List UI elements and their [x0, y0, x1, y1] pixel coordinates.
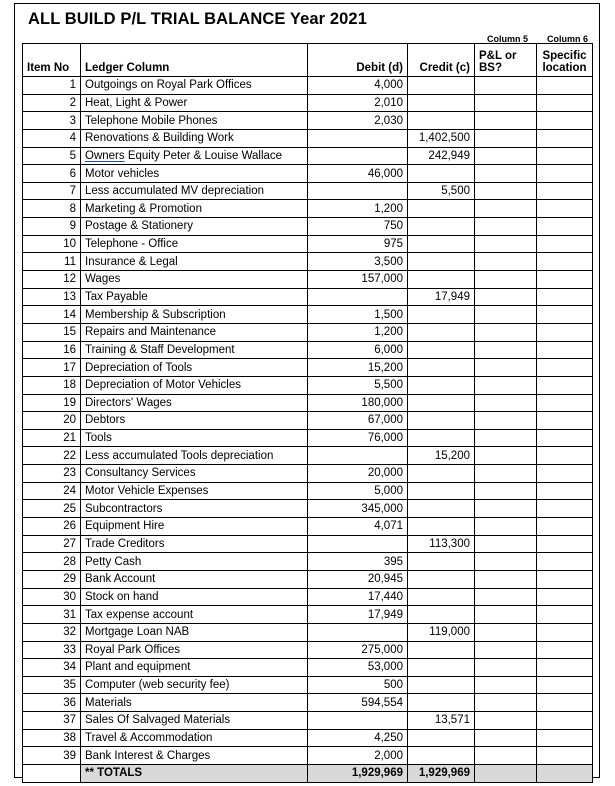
table-row: [23, 341, 593, 359]
pl-or-bs-cell: [475, 447, 537, 465]
ledger-name: Marketing & Promotion: [81, 200, 308, 218]
table-row: [23, 553, 593, 571]
item-number: 21: [23, 429, 81, 447]
location-cell: [537, 447, 593, 465]
table-row: [23, 288, 593, 306]
credit-value: 17,949: [408, 288, 475, 306]
ledger-name: Equipment Hire: [81, 518, 308, 536]
ledger-name: Sales Of Salvaged Materials: [81, 712, 308, 730]
ledger-name: Depreciation of Tools: [81, 359, 308, 377]
credit-value: [408, 747, 475, 765]
credit-value: [408, 323, 475, 341]
item-number: 23: [23, 465, 81, 483]
item-number: 9: [23, 218, 81, 236]
item-number: 11: [23, 253, 81, 271]
item-number: 38: [23, 729, 81, 747]
location-cell: [537, 729, 593, 747]
debit-value: 3,500: [308, 253, 408, 271]
table-row: [23, 200, 593, 218]
item-number: 17: [23, 359, 81, 377]
ledger-name: Directors' Wages: [81, 394, 308, 412]
pl-or-bs-cell: [475, 729, 537, 747]
location-cell: [537, 200, 593, 218]
pl-or-bs-cell: [475, 200, 537, 218]
location-cell: [537, 588, 593, 606]
debit-value: 17,440: [308, 588, 408, 606]
ledger-name: Repairs and Maintenance: [81, 323, 308, 341]
location-cell: [537, 129, 593, 147]
debit-value: 275,000: [308, 641, 408, 659]
debit-value: 6,000: [308, 341, 408, 359]
table-row: [23, 394, 593, 412]
credit-value: [408, 676, 475, 694]
location-cell: [537, 412, 593, 430]
table-row: [23, 147, 593, 165]
item-number: 22: [23, 447, 81, 465]
debit-value: 5,000: [308, 482, 408, 500]
item-number: 30: [23, 588, 81, 606]
debit-value: 76,000: [308, 429, 408, 447]
table-header-row: [23, 44, 593, 77]
totals-location: [537, 764, 593, 782]
location-cell: [537, 676, 593, 694]
ledger-name: Outgoings on Royal Park Offices: [81, 77, 308, 95]
location-cell: [537, 570, 593, 588]
header-pl-bs-line1: P&L or: [479, 50, 517, 62]
location-cell: [537, 218, 593, 236]
trial-balance-table: [22, 43, 593, 783]
ledger-name: Postage & Stationery: [81, 218, 308, 236]
ledger-name: Owners Equity Peter & Louise Wallace: [81, 147, 308, 165]
debit-value: 46,000: [308, 165, 408, 183]
table-row: [23, 570, 593, 588]
table-row: [23, 676, 593, 694]
ledger-name: Tax Payable: [81, 288, 308, 306]
location-cell: [537, 341, 593, 359]
debit-value: 594,554: [308, 694, 408, 712]
location-cell: [537, 77, 593, 95]
credit-value: [408, 200, 475, 218]
column-5-label: Column 5: [487, 34, 529, 44]
location-cell: [537, 359, 593, 377]
location-cell: [537, 641, 593, 659]
debit-value: 2,030: [308, 112, 408, 130]
table-row: [23, 729, 593, 747]
table-row: [23, 447, 593, 465]
pl-or-bs-cell: [475, 306, 537, 324]
table-row: [23, 129, 593, 147]
location-cell: [537, 465, 593, 483]
credit-value: [408, 729, 475, 747]
pl-or-bs-cell: [475, 94, 537, 112]
credit-value: [408, 429, 475, 447]
credit-value: [408, 412, 475, 430]
ledger-name: Trade Creditors: [81, 535, 308, 553]
ledger-name: Less accumulated Tools depreciation: [81, 447, 308, 465]
item-number: 26: [23, 518, 81, 536]
location-cell: [537, 288, 593, 306]
credit-value: 1,402,500: [408, 129, 475, 147]
pl-or-bs-cell: [475, 271, 537, 289]
table-row: [23, 359, 593, 377]
item-number: 35: [23, 676, 81, 694]
credit-value: [408, 359, 475, 377]
header-location: [537, 44, 593, 77]
pl-or-bs-cell: [475, 182, 537, 200]
pl-or-bs-cell: [475, 712, 537, 730]
table-row: [23, 465, 593, 483]
table-row: [23, 218, 593, 236]
item-number: 19: [23, 394, 81, 412]
item-number: 14: [23, 306, 81, 324]
location-cell: [537, 694, 593, 712]
debit-value: 975: [308, 235, 408, 253]
ledger-name: Stock on hand: [81, 588, 308, 606]
item-number: 20: [23, 412, 81, 430]
ledger-name: Royal Park Offices: [81, 641, 308, 659]
pl-or-bs-cell: [475, 553, 537, 571]
location-cell: [537, 182, 593, 200]
debit-value: 20,945: [308, 570, 408, 588]
debit-value: 4,250: [308, 729, 408, 747]
item-number: 2: [23, 94, 81, 112]
credit-value: [408, 570, 475, 588]
ledger-name: Consultancy Services: [81, 465, 308, 483]
totals-label: ** TOTALS: [81, 764, 308, 782]
location-cell: [537, 147, 593, 165]
pl-or-bs-cell: [475, 253, 537, 271]
pl-or-bs-cell: [475, 747, 537, 765]
debit-value: 4,000: [308, 77, 408, 95]
credit-value: [408, 271, 475, 289]
location-cell: [537, 394, 593, 412]
credit-value: [408, 94, 475, 112]
ledger-name: Telephone Mobile Phones: [81, 112, 308, 130]
table-row: [23, 500, 593, 518]
item-number: 28: [23, 553, 81, 571]
item-number: 36: [23, 694, 81, 712]
item-number: 15: [23, 323, 81, 341]
pl-or-bs-cell: [475, 694, 537, 712]
debit-value: 500: [308, 676, 408, 694]
ledger-name: Travel & Accommodation: [81, 729, 308, 747]
header-pl-bs-line2: BS?: [479, 62, 502, 74]
pl-or-bs-cell: [475, 535, 537, 553]
table-row: [23, 712, 593, 730]
credit-value: 13,571: [408, 712, 475, 730]
table-row: [23, 623, 593, 641]
debit-value: 2,000: [308, 747, 408, 765]
location-cell: [537, 747, 593, 765]
pl-or-bs-cell: [475, 465, 537, 483]
item-number: 12: [23, 271, 81, 289]
header-location-line2: location: [542, 62, 587, 74]
table-row: [23, 376, 593, 394]
header-ledger: Ledger Column: [81, 44, 308, 77]
pl-or-bs-cell: [475, 394, 537, 412]
location-cell: [537, 606, 593, 624]
ledger-name: Bank Interest & Charges: [81, 747, 308, 765]
ledger-name: Materials: [81, 694, 308, 712]
debit-value: 395: [308, 553, 408, 571]
table-row: [23, 77, 593, 95]
table-row: [23, 694, 593, 712]
debit-value: [308, 535, 408, 553]
ledger-name: Mortgage Loan NAB: [81, 623, 308, 641]
debit-value: [308, 447, 408, 465]
pl-or-bs-cell: [475, 676, 537, 694]
debit-value: [308, 182, 408, 200]
totals-pl-bs: [475, 764, 537, 782]
location-cell: [537, 553, 593, 571]
table-row: [23, 235, 593, 253]
location-cell: [537, 94, 593, 112]
debit-value: 345,000: [308, 500, 408, 518]
item-number: 29: [23, 570, 81, 588]
pl-or-bs-cell: [475, 147, 537, 165]
ledger-name: Debtors: [81, 412, 308, 430]
credit-value: [408, 465, 475, 483]
item-number: 39: [23, 747, 81, 765]
ledger-name: Tax expense account: [81, 606, 308, 624]
location-cell: [537, 429, 593, 447]
credit-value: [408, 77, 475, 95]
table-row: [23, 306, 593, 324]
item-number: 25: [23, 500, 81, 518]
table-row: [23, 412, 593, 430]
totals-row: [23, 764, 593, 782]
debit-value: 53,000: [308, 659, 408, 677]
credit-value: [408, 500, 475, 518]
item-number: 18: [23, 376, 81, 394]
credit-value: 113,300: [408, 535, 475, 553]
credit-value: [408, 112, 475, 130]
ledger-name: Telephone - Office: [81, 235, 308, 253]
item-number: 16: [23, 341, 81, 359]
item-number: 3: [23, 112, 81, 130]
credit-value: [408, 659, 475, 677]
header-debit: Debit (d): [308, 44, 408, 77]
ledger-name: Less accumulated MV depreciation: [81, 182, 308, 200]
ledger-name: Petty Cash: [81, 553, 308, 571]
pl-or-bs-cell: [475, 641, 537, 659]
debit-value: [308, 288, 408, 306]
location-cell: [537, 712, 593, 730]
ledger-name: Wages: [81, 271, 308, 289]
table-row: [23, 482, 593, 500]
ledger-name: Renovations & Building Work: [81, 129, 308, 147]
pl-or-bs-cell: [475, 112, 537, 130]
header-location-line1: Specific: [542, 50, 587, 62]
location-cell: [537, 112, 593, 130]
ledger-name: Motor Vehicle Expenses: [81, 482, 308, 500]
credit-value: 15,200: [408, 447, 475, 465]
item-number: 8: [23, 200, 81, 218]
debit-value: 4,071: [308, 518, 408, 536]
pl-or-bs-cell: [475, 606, 537, 624]
totals-blank: [23, 764, 81, 782]
pl-or-bs-cell: [475, 376, 537, 394]
debit-value: 15,200: [308, 359, 408, 377]
ledger-name: Insurance & Legal: [81, 253, 308, 271]
item-number: 33: [23, 641, 81, 659]
table-row: [23, 588, 593, 606]
credit-value: [408, 341, 475, 359]
debit-value: [308, 712, 408, 730]
location-cell: [537, 165, 593, 183]
item-number: 24: [23, 482, 81, 500]
pl-or-bs-cell: [475, 218, 537, 236]
ledger-name: Tools: [81, 429, 308, 447]
table-row: [23, 518, 593, 536]
credit-value: [408, 553, 475, 571]
credit-value: [408, 165, 475, 183]
totals-credit: 1,929,969: [408, 764, 475, 782]
pl-or-bs-cell: [475, 323, 537, 341]
pl-or-bs-cell: [475, 429, 537, 447]
column-6-label: Column 6: [547, 34, 589, 44]
ledger-name: Depreciation of Motor Vehicles: [81, 376, 308, 394]
credit-value: [408, 606, 475, 624]
credit-value: [408, 394, 475, 412]
table-row: [23, 747, 593, 765]
credit-value: [408, 253, 475, 271]
credit-value: [408, 588, 475, 606]
table-row: [23, 271, 593, 289]
item-number: 27: [23, 535, 81, 553]
pl-or-bs-cell: [475, 588, 537, 606]
item-number: 37: [23, 712, 81, 730]
ledger-name: Bank Account: [81, 570, 308, 588]
credit-value: 242,949: [408, 147, 475, 165]
pl-or-bs-cell: [475, 288, 537, 306]
location-cell: [537, 253, 593, 271]
credit-value: [408, 376, 475, 394]
location-cell: [537, 271, 593, 289]
pl-or-bs-cell: [475, 129, 537, 147]
item-number: 7: [23, 182, 81, 200]
ledger-name: Training & Staff Development: [81, 341, 308, 359]
table-row: [23, 165, 593, 183]
pl-or-bs-cell: [475, 482, 537, 500]
ledger-name: Computer (web security fee): [81, 676, 308, 694]
credit-value: [408, 306, 475, 324]
location-cell: [537, 235, 593, 253]
credit-value: [408, 694, 475, 712]
debit-value: 2,010: [308, 94, 408, 112]
item-number: 1: [23, 77, 81, 95]
item-number: 5: [23, 147, 81, 165]
debit-value: 1,500: [308, 306, 408, 324]
pl-or-bs-cell: [475, 570, 537, 588]
debit-value: 67,000: [308, 412, 408, 430]
item-number: 13: [23, 288, 81, 306]
table-row: [23, 429, 593, 447]
pl-or-bs-cell: [475, 341, 537, 359]
debit-value: 20,000: [308, 465, 408, 483]
table-row: [23, 112, 593, 130]
location-cell: [537, 482, 593, 500]
credit-value: [408, 482, 475, 500]
pl-or-bs-cell: [475, 659, 537, 677]
location-cell: [537, 500, 593, 518]
debit-value: 180,000: [308, 394, 408, 412]
credit-value: [408, 641, 475, 659]
location-cell: [537, 623, 593, 641]
debit-value: 1,200: [308, 323, 408, 341]
location-cell: [537, 535, 593, 553]
table-row: [23, 323, 593, 341]
pl-or-bs-cell: [475, 500, 537, 518]
item-number: 4: [23, 129, 81, 147]
credit-value: 5,500: [408, 182, 475, 200]
item-number: 34: [23, 659, 81, 677]
owners-underlined-word: Owners: [85, 149, 125, 162]
item-number: 10: [23, 235, 81, 253]
table-row: [23, 94, 593, 112]
debit-value: 5,500: [308, 376, 408, 394]
table-row: [23, 606, 593, 624]
location-cell: [537, 659, 593, 677]
debit-value: 17,949: [308, 606, 408, 624]
pl-or-bs-cell: [475, 359, 537, 377]
pl-or-bs-cell: [475, 235, 537, 253]
ledger-name: Membership & Subscription: [81, 306, 308, 324]
table-row: [23, 641, 593, 659]
page-title: ALL BUILD P/L TRIAL BALANCE Year 2021: [28, 10, 367, 28]
totals-debit: 1,929,969: [308, 764, 408, 782]
location-cell: [537, 306, 593, 324]
pl-or-bs-cell: [475, 412, 537, 430]
item-number: 32: [23, 623, 81, 641]
credit-value: 119,000: [408, 623, 475, 641]
item-number: 6: [23, 165, 81, 183]
ledger-name: Subcontractors: [81, 500, 308, 518]
table-row: [23, 659, 593, 677]
location-cell: [537, 376, 593, 394]
debit-value: 1,200: [308, 200, 408, 218]
debit-value: 750: [308, 218, 408, 236]
header-pl-bs: [475, 44, 537, 77]
debit-value: [308, 623, 408, 641]
table-row: [23, 253, 593, 271]
ledger-name: Motor vehicles: [81, 165, 308, 183]
header-credit: Credit (c): [408, 44, 475, 77]
debit-value: [308, 129, 408, 147]
ledger-name: Plant and equipment: [81, 659, 308, 677]
credit-value: [408, 235, 475, 253]
location-cell: [537, 518, 593, 536]
debit-value: [308, 147, 408, 165]
credit-value: [408, 518, 475, 536]
credit-value: [408, 218, 475, 236]
ledger-name: Heat, Light & Power: [81, 94, 308, 112]
debit-value: 157,000: [308, 271, 408, 289]
pl-or-bs-cell: [475, 165, 537, 183]
item-number: 31: [23, 606, 81, 624]
pl-or-bs-cell: [475, 518, 537, 536]
table-row: [23, 535, 593, 553]
table-row: [23, 182, 593, 200]
location-cell: [537, 323, 593, 341]
pl-or-bs-cell: [475, 623, 537, 641]
header-item-no: Item No: [23, 44, 81, 77]
pl-or-bs-cell: [475, 77, 537, 95]
